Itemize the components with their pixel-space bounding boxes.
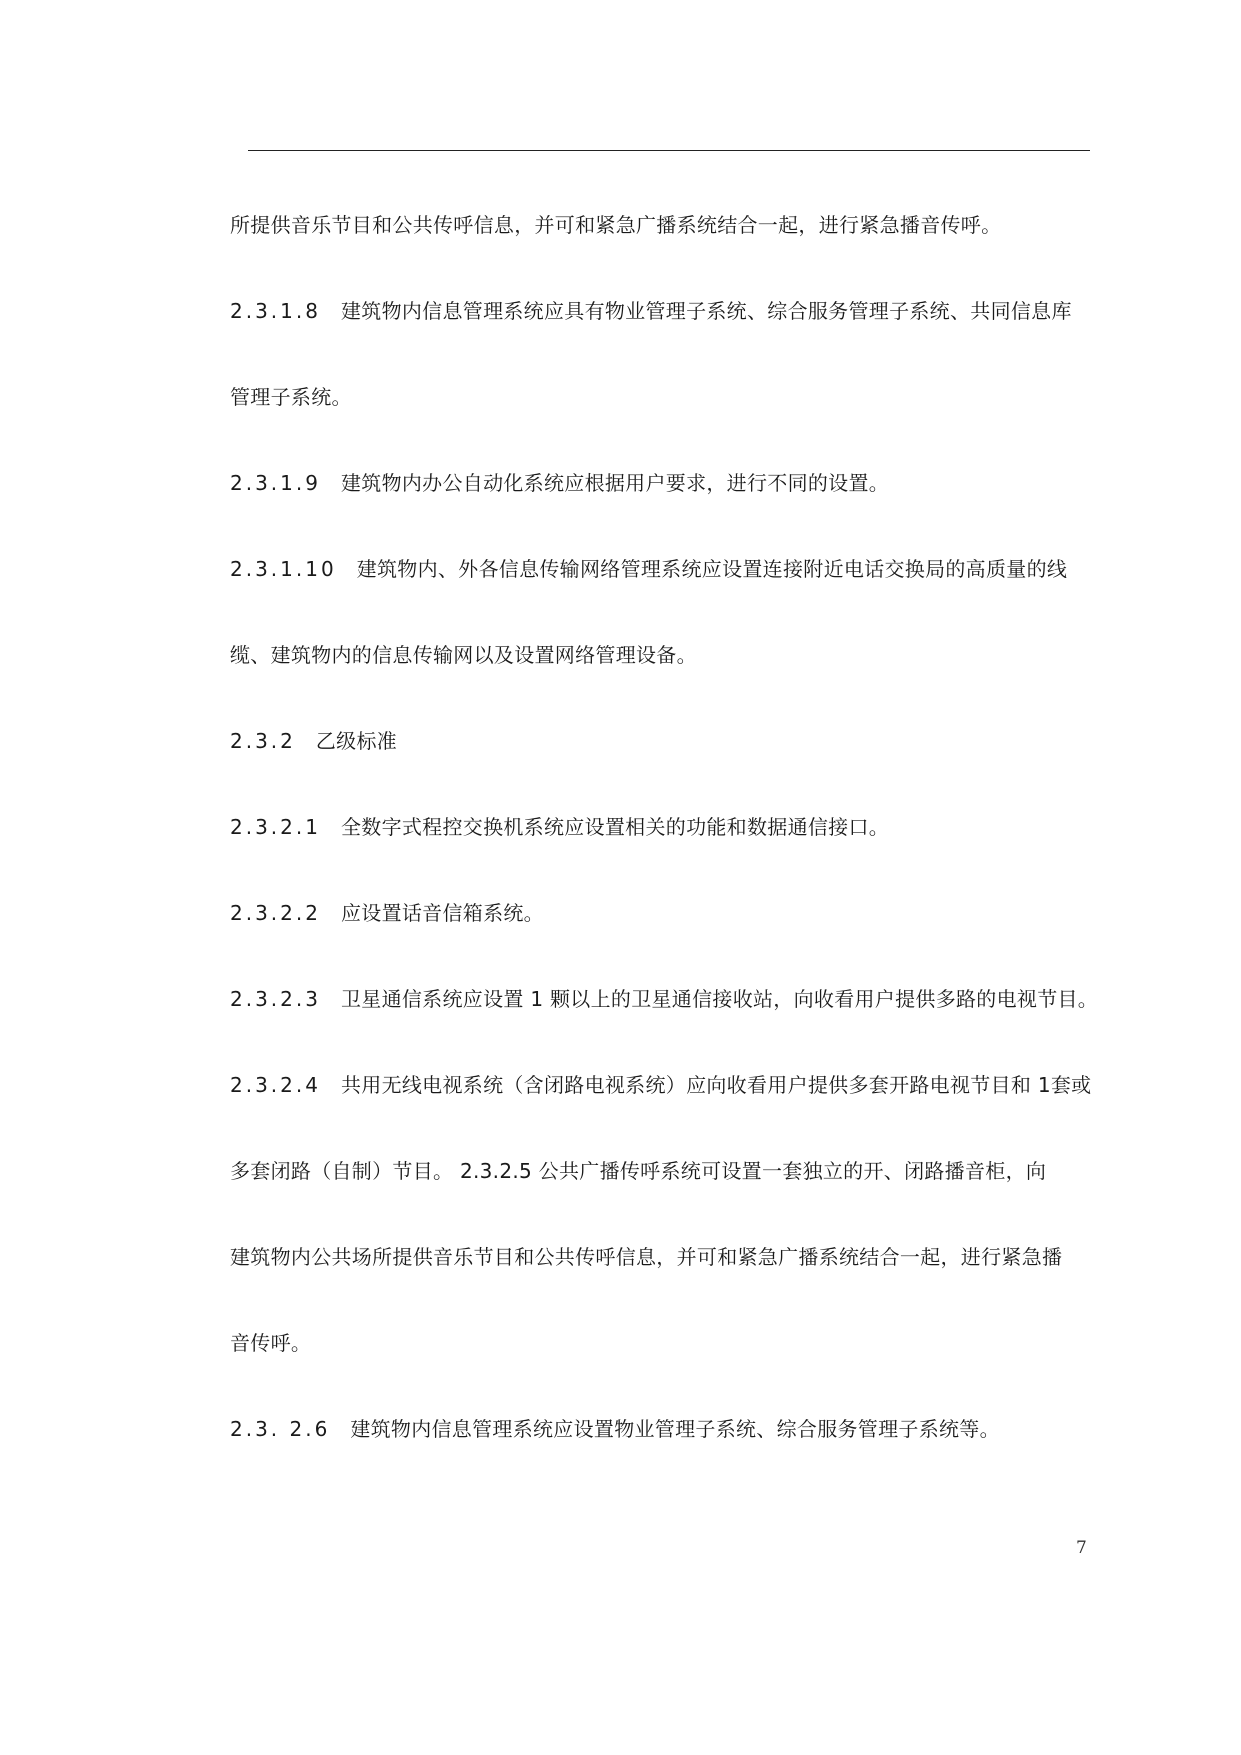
line-text: 乙级标准 [315, 729, 398, 753]
paragraph-line [230, 1415, 1000, 1443]
line-text: 建筑物内信息管理系统应具有物业管理子系统、综合服务管理子系统、共同信息库 [340, 299, 1072, 323]
paragraph-line [230, 1329, 311, 1357]
line-text: 多套闭路（自制）节目。 2.3.2.5 公共广播传呼系统可设置一套独立的开、闭路播音柜，向 [230, 1159, 1047, 1183]
paragraph-line [230, 899, 544, 927]
section-number: 2.3.2.4 [230, 1073, 321, 1097]
line-text: 卫星通信系统应设置 1 颗以上的卫星通信接收站，向收看用户提供多路的电视节目。 [340, 987, 1099, 1011]
line-text: 建筑物内、外各信息传输网络管理系统应设置连接附近电话交换局的高质量的线 [356, 557, 1068, 581]
paragraph-line [230, 641, 697, 669]
section-number: 2.3.2.1 [230, 815, 321, 839]
paragraph-line [230, 1157, 1046, 1185]
line-text: 全数字式程控交换机系统应设置相关的功能和数据通信接口。 [340, 815, 890, 839]
section-number: 2.3.2.3 [230, 987, 321, 1011]
line-text: 共用无线电视系统（含闭路电视系统）应向收看用户提供多套开路电视节目和 1套或 [340, 1073, 1092, 1097]
paragraph-line [230, 1243, 1062, 1271]
paragraph-line [230, 469, 889, 497]
paragraph-line [230, 211, 1001, 239]
line-text: 建筑物内办公自动化系统应根据用户要求，进行不同的设置。 [340, 471, 890, 495]
header-rule [248, 150, 1090, 151]
line-text: 音传呼。 [230, 1331, 312, 1355]
section-number: 2.3.1.9 [230, 471, 321, 495]
section-number: 2.3. 2.6 [230, 1417, 331, 1441]
page-number: 7 [1076, 1538, 1087, 1558]
line-text: 所提供音乐节目和公共传呼信息，并可和紧急广播系统结合一起，进行紧急播音传呼。 [230, 213, 1002, 237]
section-number: 2.3.2 [230, 729, 296, 753]
paragraph-line [230, 985, 1098, 1013]
section-number: 2.3.1.10 [230, 557, 337, 581]
paragraph-line [230, 555, 1067, 583]
paragraph-line [230, 383, 352, 411]
section-number: 2.3.2.2 [230, 901, 321, 925]
paragraph-line [230, 297, 1072, 325]
line-text: 管理子系统。 [230, 385, 352, 409]
paragraph-line [230, 727, 397, 755]
line-text: 应设置话音信箱系统。 [340, 901, 544, 925]
line-text: 缆、建筑物内的信息传输网以及设置网络管理设备。 [230, 643, 697, 667]
paragraph-line [230, 813, 889, 841]
line-text: 建筑物内公共场所提供音乐节目和公共传呼信息，并可和紧急广播系统结合一起，进行紧急播 [230, 1245, 1063, 1269]
section-number: 2.3.1.8 [230, 299, 321, 323]
line-text: 建筑物内信息管理系统应设置物业管理子系统、综合服务管理子系统等。 [350, 1417, 1000, 1441]
paragraph-line [230, 1071, 1091, 1099]
